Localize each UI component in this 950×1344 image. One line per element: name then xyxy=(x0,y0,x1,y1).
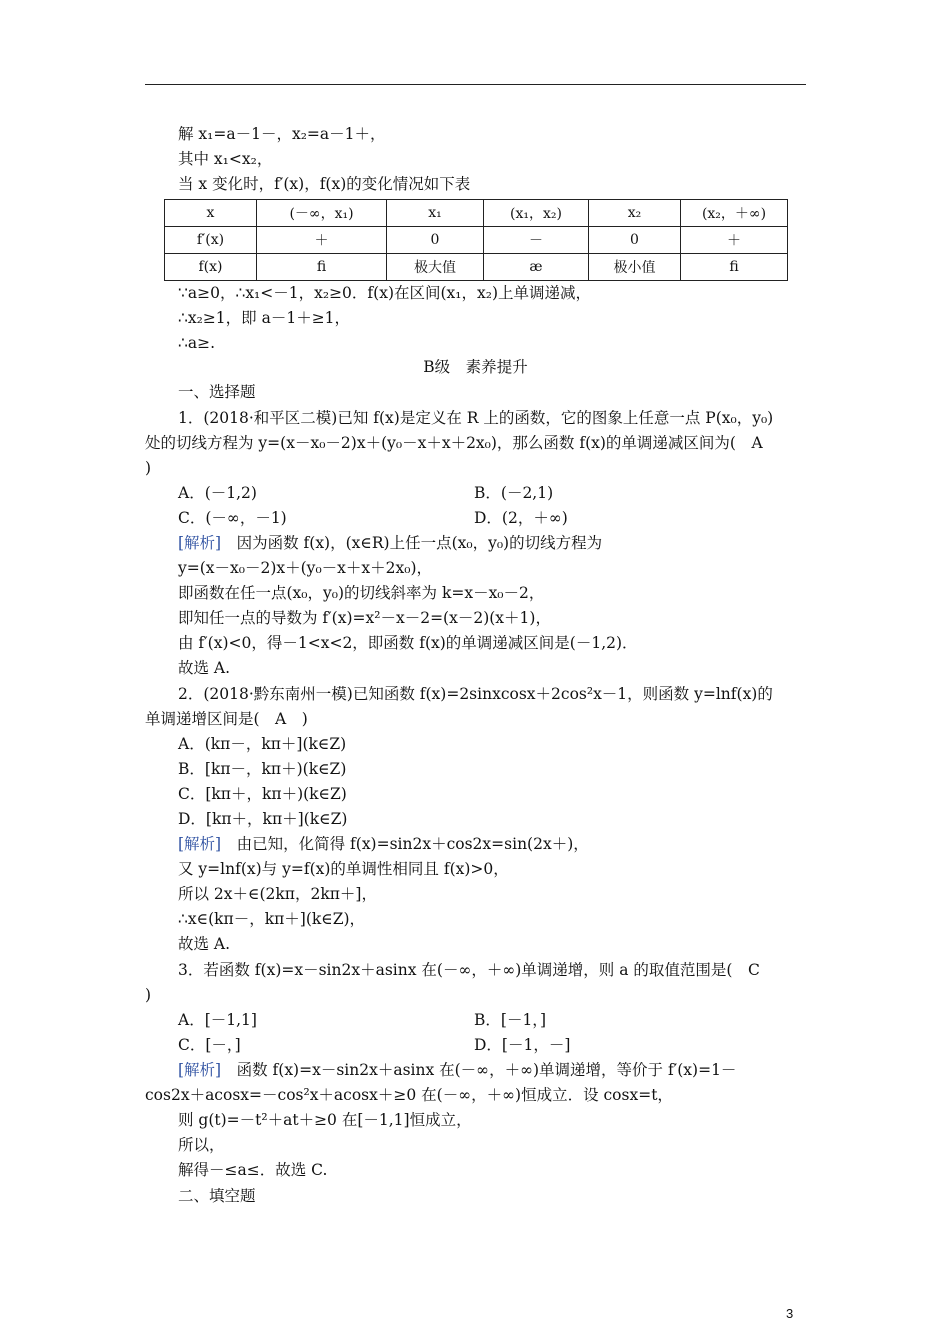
q1-option-b: B．(－2,1) xyxy=(474,484,554,502)
table-cell: (x₁，x₂) xyxy=(484,200,589,227)
q3-analysis-line-1 xyxy=(178,1060,736,1080)
q1-analysis-line-4: 即知任一点的导数为 f′(x)=x²－x－2=(x－2)(x＋1)， xyxy=(178,609,551,627)
intro-line-1: 解 x₁=a－1－，x₂=a－1＋， xyxy=(178,125,386,143)
q2-conclusion: 故选 A. xyxy=(178,935,231,953)
table-row-function xyxy=(165,254,788,281)
table-cell: f(x) xyxy=(165,254,257,281)
table-cell: ﬁ xyxy=(681,254,788,281)
header-rule xyxy=(145,84,806,85)
table-cell: æ xyxy=(484,254,589,281)
q3-stem-line-1: 3．若函数 f(x)=x－sin2x＋asinx 在(－∞，＋∞)单调递增，则 a 的取值范围是( C xyxy=(178,961,760,979)
q2-option-a: A．(kπ－，kπ＋](k∈Z) xyxy=(178,735,347,753)
analysis-text: 函数 f(x)=x－sin2x＋asinx 在(－∞，＋∞)单调递增，等价于 f′(x)=1－ xyxy=(221,1061,737,1079)
table-cell: 极小值 xyxy=(589,254,681,281)
q1-analysis-line-3: 即函数在任一点(x₀，y₀)的切线斜率为 k=x－x₀－2， xyxy=(178,584,545,602)
variation-table xyxy=(164,199,788,281)
q1-option-c: C．(－∞，－1) xyxy=(178,509,287,527)
q2-option-d: D．[kπ＋，kπ＋](k∈Z) xyxy=(178,810,348,828)
table-cell: ＋ xyxy=(257,227,387,254)
intro-line-3: 当 x 变化时，f′(x)，f(x)的变化情况如下表 xyxy=(178,175,471,193)
q3-analysis-line-2: cos2x＋acosx=－cos²x＋acosx＋≥0 在(－∞，＋∞)恒成立．设 cosx=t， xyxy=(145,1086,673,1104)
section-title: B级 素养提升 xyxy=(423,358,528,376)
q2-analysis-line-4: ∴x∈(kπ－，kπ＋](k∈Z)， xyxy=(178,910,366,928)
q1-analysis-line-1 xyxy=(178,533,602,553)
table-cell: x₂ xyxy=(589,200,681,227)
q2-stem-line-1: 2．(2018·黔东南州一模)已知函数 f(x)=2sinxcosx＋2cos²x－1，则函数 y=lnf(x)的 xyxy=(178,685,773,703)
analysis-text: 由已知，化简得 f(x)=sin2x＋cos2x=sin(2x＋)， xyxy=(221,835,589,853)
table-cell: (x₂，＋∞) xyxy=(681,200,788,227)
table-cell: 0 xyxy=(589,227,681,254)
analysis-tag: [解析] xyxy=(178,1061,222,1079)
table-row-derivative xyxy=(165,227,788,254)
analysis-text: 因为函数 f(x)，(x∈R)上任一点(x₀，y₀)的切线方程为 xyxy=(221,534,603,552)
q3-analysis-line-4: 所以， xyxy=(178,1136,225,1154)
q3-option-c: C．[－，] xyxy=(178,1036,241,1054)
part1-title: 一、选择题 xyxy=(178,383,256,401)
table-cell: 0 xyxy=(387,227,484,254)
q3-option-d: D．[－1，－] xyxy=(474,1036,571,1054)
after-table-line-2: ∴x₂≥1，即 a－1＋≥1， xyxy=(178,309,351,327)
q1-stem-line-2: 处的切线方程为 y=(x－x₀－2)x＋(y₀－x＋x＋2x₀)，那么函数 f(x)的单调递减区间为( A xyxy=(145,434,763,452)
after-table-line-3: ∴a≥. xyxy=(178,334,216,352)
table-cell: f′(x) xyxy=(165,227,257,254)
q3-stem-line-2: ) xyxy=(145,986,152,1004)
q1-conclusion: 故选 A. xyxy=(178,659,231,677)
intro-line-2: 其中 x₁<x₂， xyxy=(178,150,273,168)
table-cell: ﬁ xyxy=(257,254,387,281)
q1-analysis-line-5: 由 f′(x)<0，得－1<x<2，即函数 f(x)的单调递减区间是(－1,2)． xyxy=(178,634,638,652)
q2-stem-line-2: 单调递增区间是( A ) xyxy=(145,710,308,728)
table-cell: 极大值 xyxy=(387,254,484,281)
q2-option-c: C．[kπ＋，kπ＋)(k∈Z) xyxy=(178,785,347,803)
q3-option-b: B．[－1，] xyxy=(474,1011,547,1029)
q2-analysis-line-1 xyxy=(178,834,589,854)
table-cell: x xyxy=(165,200,257,227)
table-cell: － xyxy=(484,227,589,254)
q2-analysis-line-2: 又 y=lnf(x)与 y=f(x)的单调性相同且 f(x)>0， xyxy=(178,860,509,878)
table-cell: x₁ xyxy=(387,200,484,227)
q3-analysis-line-3: 则 g(t)=－t²＋at＋≥0 在[－1,1]恒成立， xyxy=(178,1111,472,1129)
q3-conclusion: 解得－≤a≤．故选 C. xyxy=(178,1161,328,1179)
q2-option-b: B．[kπ－，kπ＋)(k∈Z) xyxy=(178,760,347,778)
q1-stem-line-3: ) xyxy=(145,459,152,477)
analysis-tag: [解析] xyxy=(178,534,222,552)
table-cell: (－∞，x₁) xyxy=(257,200,387,227)
q2-analysis-line-3: 所以 2x＋∈(2kπ，2kπ＋]， xyxy=(178,885,377,903)
part2-title: 二、填空题 xyxy=(178,1187,256,1205)
q1-stem-line-1: 1．(2018·和平区二模)已知 f(x)是定义在 R 上的函数，它的图象上任意一点 P(x₀，y₀) xyxy=(178,409,774,427)
q1-option-a: A．(－1,2) xyxy=(178,484,257,502)
q1-analysis-line-2: y=(x－x₀－2)x＋(y₀－x＋x＋2x₀)， xyxy=(178,559,433,577)
page-number: 3 xyxy=(786,1306,794,1321)
q3-option-a: A．[－1,1] xyxy=(178,1011,257,1029)
after-table-line-1: ∵a≥0，∴x₁<－1，x₂≥0．f(x)在区间(x₁，x₂)上单调递减， xyxy=(178,284,591,302)
q1-option-d: D．(2，＋∞) xyxy=(474,509,568,527)
table-row-x xyxy=(165,200,788,227)
analysis-tag: [解析] xyxy=(178,835,222,853)
table-cell: ＋ xyxy=(681,227,788,254)
